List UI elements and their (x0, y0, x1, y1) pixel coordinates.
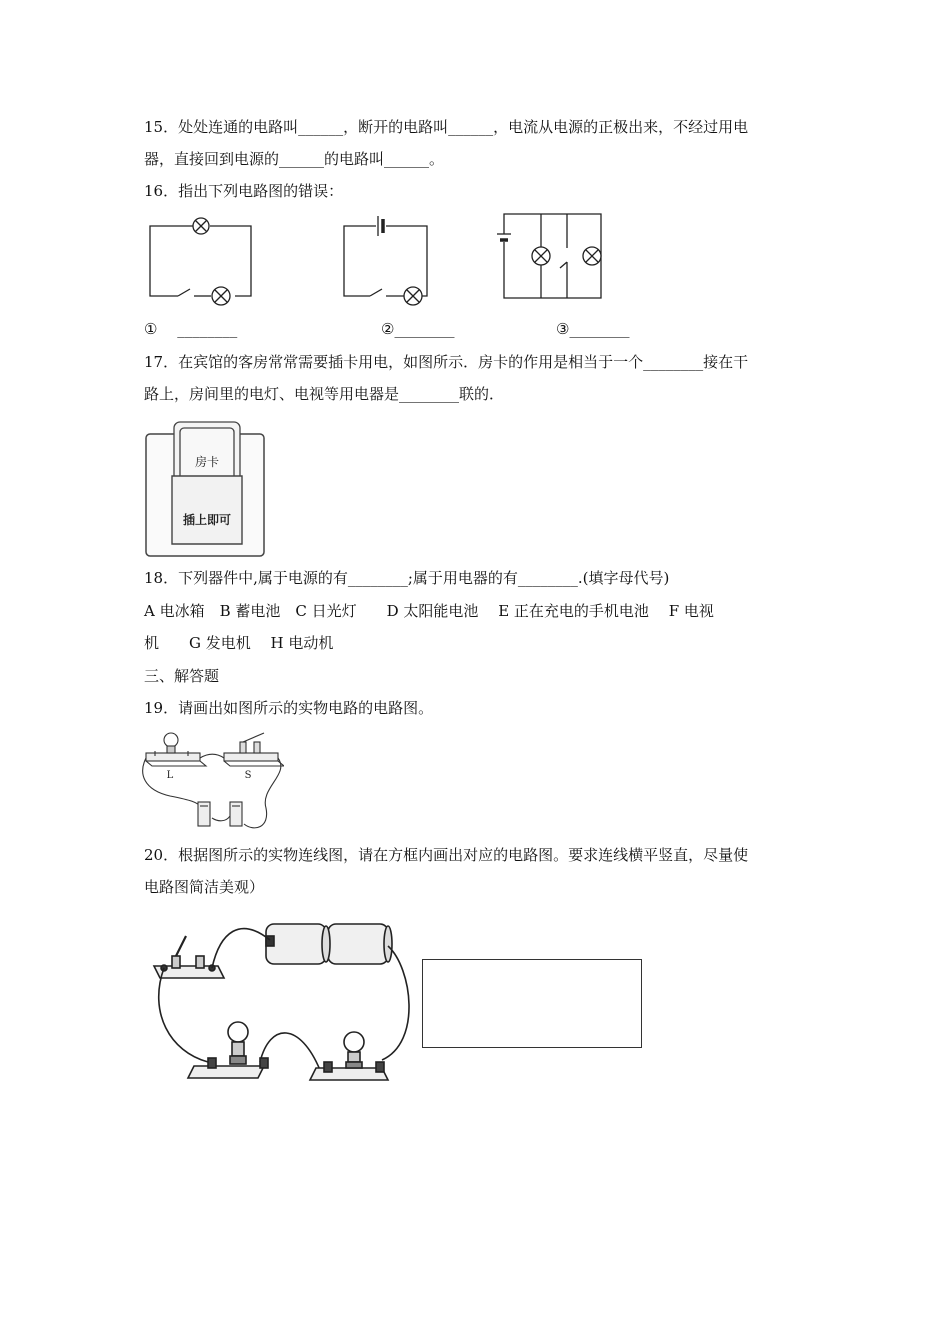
card-label: 房卡 (194, 455, 220, 469)
lamp-icon (583, 247, 601, 265)
q18-line3: 机 G 发电机 H 电动机 (144, 634, 334, 652)
q19-question: 19．请画出如图所示的实物电路的电路图。 (144, 699, 434, 717)
q15-line1: 15．处处连通的电路叫______，断开的电路叫______，电流从电源的正极出来，不经过用电 (144, 118, 749, 136)
slot-label: 插上即可 (182, 513, 232, 527)
lamp-label: L (166, 770, 174, 781)
circuit-1 (150, 218, 251, 305)
q17-line1: 17．在宾馆的客房常常需要插卡用电，如图所示．房卡的作用是相当于一个________接在干 (144, 353, 749, 371)
q16-circuit-diagrams (140, 210, 660, 310)
q19-physical-circuit (140, 728, 284, 834)
lamp-icon (193, 218, 209, 234)
q18-line1: 18．下列器件中,属于电源的有________;属于用电器的有________.(填字母代号) (144, 569, 670, 587)
q16-blank-1: ① ________ (144, 320, 238, 338)
circuit-3 (497, 214, 601, 298)
q20-line2: 电路图简洁美观） (144, 878, 265, 896)
q18-line2: A 电冰箱 B 蓄电池 C 日光灯 D 太阳能电池 E 正在充电的手机电池 F 电视 (144, 602, 714, 620)
switch-label: S (244, 770, 252, 781)
lamp-icon (532, 247, 550, 265)
circuit-2 (344, 216, 427, 305)
q15-line2: 器，直接回到电源的______的电路叫______。 (144, 150, 445, 168)
battery-icon (497, 234, 511, 240)
q16-blank-3: ③________ (556, 320, 630, 338)
lamp-icon (404, 287, 422, 305)
q20-physical-circuit (150, 912, 412, 1084)
answer-box[interactable] (422, 959, 642, 1048)
q20-line1: 20．根据图所示的实物连线图，请在方框内画出对应的电路图。要求连线横平竖直，尽量使 (144, 846, 749, 864)
battery-icon (378, 216, 383, 236)
section-title: 三、解答题 (144, 667, 220, 685)
q16-question: 16．指出下列电路图的错误： (144, 182, 344, 200)
lamp-icon (212, 287, 230, 305)
q17-room-card-figure (144, 418, 268, 560)
q16-blank-2: ②________ (381, 320, 455, 338)
q17-line2: 路上，房间里的电灯、电视等用电器是________联的． (144, 385, 505, 403)
